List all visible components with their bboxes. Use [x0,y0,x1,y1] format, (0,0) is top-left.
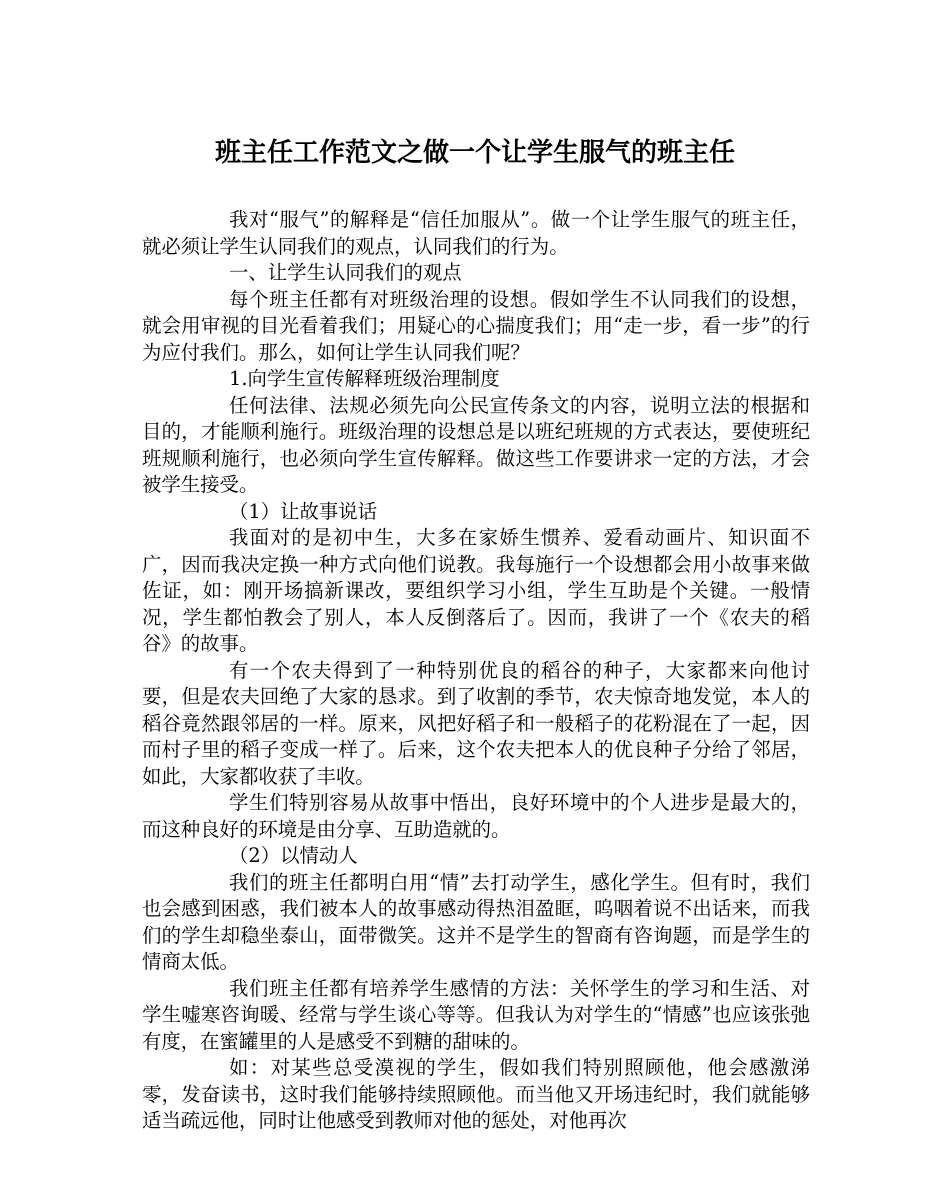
paragraph: 我们班主任都有培养学生感情的方法：关怀学生的学习和生活、对学生嘘寒咨询暖、经常与学生谈心等等。但我认为对学生的“情感”也应该张弛有度，在蜜罐里的人是感受不到糖的甜味的。 [142,976,810,1053]
document-title: 班主任工作范文之做一个让学生服气的班主任 [214,138,735,168]
document-body [142,207,810,1135]
paragraph: 我们的班主任都明白用“情”去打动学生，感化学生。但有时，我们也会感到困惑，我们被本人的故事感动得热泪盈眶，呜咽着说不出话来，而我们的学生却稳坐泰山，面带微笑。这并不是学生的智商有咨询题，而是学生的情商太低。 [142,870,810,973]
paragraph: 我对“服气”的解释是“信任加服从”。做一个让学生服气的班主任，就必须让学生认同我们的观点，认同我们的行为。 [142,208,810,258]
subsection-heading: （2）以情动人 [229,844,358,867]
paragraph: 学生们特别容易从故事中悟出，良好环境中的个人进步是最大的，而这种良好的环境是由分享、互助造就的。 [142,791,810,841]
paragraph: 任何法律、法规必须先向公民宣传条文的内容，说明立法的根据和目的，才能顺利施行。班级治理的设想总是以班纪班规的方式表达，要使班纪班规顺利施行，也必须向学生宣传解释。做这些工作要讲求一定的方法，才会被学生接受。 [142,393,810,496]
paragraph: 我面对的是初中生，大多在家娇生惯养、爱看动画片、知识面不广，因而我决定换一种方式向他们说教。我每施行一个设想都会用小故事来做佐证，如：刚开场搞新课改，要组织学习小组，学生互助是个关键。一般情况，学生都怕教会了别人，本人反倒落后了。因而，我讲了一个《农夫的稻谷》的故事。 [142,526,810,655]
paragraph: 如：对某些总受漠视的学生，假如我们特别照顾他，他会感激涕零，发奋读书，这时我们能够持续照顾他。而当他又开场违纪时，我们就能够适当疏远他，同时让他感受到教师对他的惩处，对他再次 [142,1056,810,1132]
section-heading: 一、让学生认同我们的观点 [229,261,462,284]
subsection-heading: 1.向学生宣传解释班级治理制度 [229,367,500,390]
paragraph: 有一个农夫得到了一种特别优良的稻谷的种子，大家都来向他讨要，但是农夫回绝了大家的恳求。到了收割的季节，农夫惊奇地发觉，本人的稻谷竟然跟邻居的一样。原来，风把好稻子和一般稻子的花粉混在了一起，因而村子里的稻子变成一样了。后来，这个农夫把本人的优良种子分给了邻居，如此，大家都收获了丰收。 [142,658,810,788]
subsection-heading: （1）让故事说话 [229,499,378,523]
paragraph: 每个班主任都有对班级治理的设想。假如学生不认同我们的设想，就会用审视的目光看着我们；用疑心的心揣度我们；用“走一步，看一步”的行为应付我们。那么，如何让学生认同我们呢？ [142,287,810,364]
